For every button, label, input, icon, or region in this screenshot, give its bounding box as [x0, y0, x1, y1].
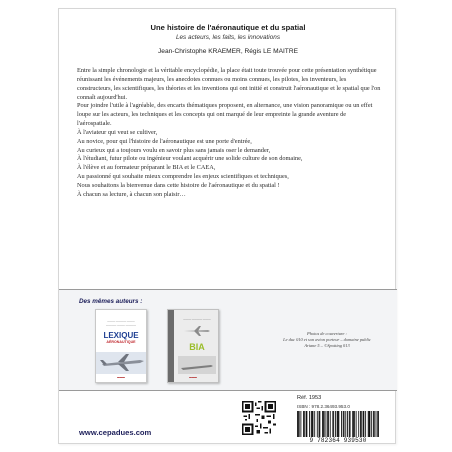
qr-code-icon — [242, 401, 276, 435]
book-cover-smallprint: ———— ——— ———— — [106, 324, 136, 327]
blurb-paragraph: Pour joindre l'utile à l'agréable, des encarts thématiques proposent, en alternance, une vision panoramique ou un effet loupe sur les acteurs, les techniques et les concepts qui ont marqué de leur empreinte la grande aventure de l'aérospatiale. — [77, 102, 373, 128]
blurb-line: Nous souhaitons la bienvenue dans cette histoire de l'aéronautique et du spatial ! — [77, 181, 280, 189]
book-subtitle: Les acteurs, les faits, les innovations — [175, 34, 281, 41]
book-cover-title: LEXIQUE — [103, 331, 139, 340]
airplane-icon — [182, 324, 212, 338]
blurb-line: À l'aviateur qui veut se cultiver, — [77, 128, 158, 136]
blurb-line: À l'étudiant, futur pilote ou ingénieur voulant acquérir une solide culture de son domaine, — [77, 155, 303, 163]
book-cover-smallprint: ——— ———— ——— — [183, 318, 211, 321]
photo-credits-line: Ariane 5 – ©Spotting 013 — [304, 343, 350, 349]
blurb-line: À l'élève et au formateur préparant le BIA et le CAEA, — [77, 164, 216, 172]
blurb-line: Au passionné qui souhaite mieux comprendre les enjeux scientifiques et techniques, — [77, 173, 289, 181]
barcode-icon — [297, 411, 379, 437]
book-cover-smallprint: ——— ———— ——— — [107, 320, 135, 323]
blurb-line: À chacun sa lecture, à chacun son plaisir… — [77, 190, 186, 198]
book-cover-subtitle: AÉRONAUTIQUE — [106, 340, 136, 344]
publisher-mark: ▬▬▬ — [117, 376, 125, 379]
blurb-paragraph: Entre la simple chronologie et la véritable encyclopédie, la place était toute trouvée pour cette présentation synthétique réunissant les événements majeurs, les anecdotes connues ou moins connues, les pilotes, les inventeurs, les constructeurs, les scientifiques, les théories et les inventions qui ont initié et construit l'aéronautique et le spatial que l'on connaît aujourd'hui. — [77, 67, 381, 101]
sky-illustration-icon — [178, 356, 216, 374]
book-cover-bia[interactable] — [167, 309, 219, 383]
photo-credits-line: Le duc 010 et son avion porteur – domaine public — [283, 337, 371, 343]
same-authors-label: Des mêmes auteurs : — [79, 298, 143, 305]
reference-number: Réf. 1953 — [297, 395, 322, 401]
blurb-line: Au curieux qui a toujours voulu en savoir plus sans jamais oser le demander, — [77, 146, 271, 154]
photo-credits — [271, 331, 383, 350]
jet-illustration-icon — [96, 346, 147, 378]
book-authors: Jean-Christophe KRAEMER, Régis LE MAITRE — [158, 48, 298, 55]
publisher-website-link[interactable]: www.cepadues.com — [79, 428, 152, 437]
blurb — [77, 67, 381, 200]
publisher-mark: ▬▬▬ — [189, 376, 197, 379]
book-cover-title: BIA — [189, 342, 205, 352]
panel-divider-bottom — [59, 390, 397, 391]
book-cover-lexique[interactable] — [95, 309, 147, 383]
blurb-line: Au novice, pour qui l'histoire de l'aéronautique est une porte d'entrée, — [77, 137, 252, 145]
isbn: ISBN : 978.2.36493.953.0 — [297, 404, 350, 409]
book-title: Une histoire de l'aéronautique et du spatial — [150, 23, 306, 32]
barcode-number: 9 782364 939530 — [309, 437, 367, 444]
back-cover — [58, 8, 396, 444]
photo-credits-heading: Photos de couverture : — [307, 331, 347, 336]
